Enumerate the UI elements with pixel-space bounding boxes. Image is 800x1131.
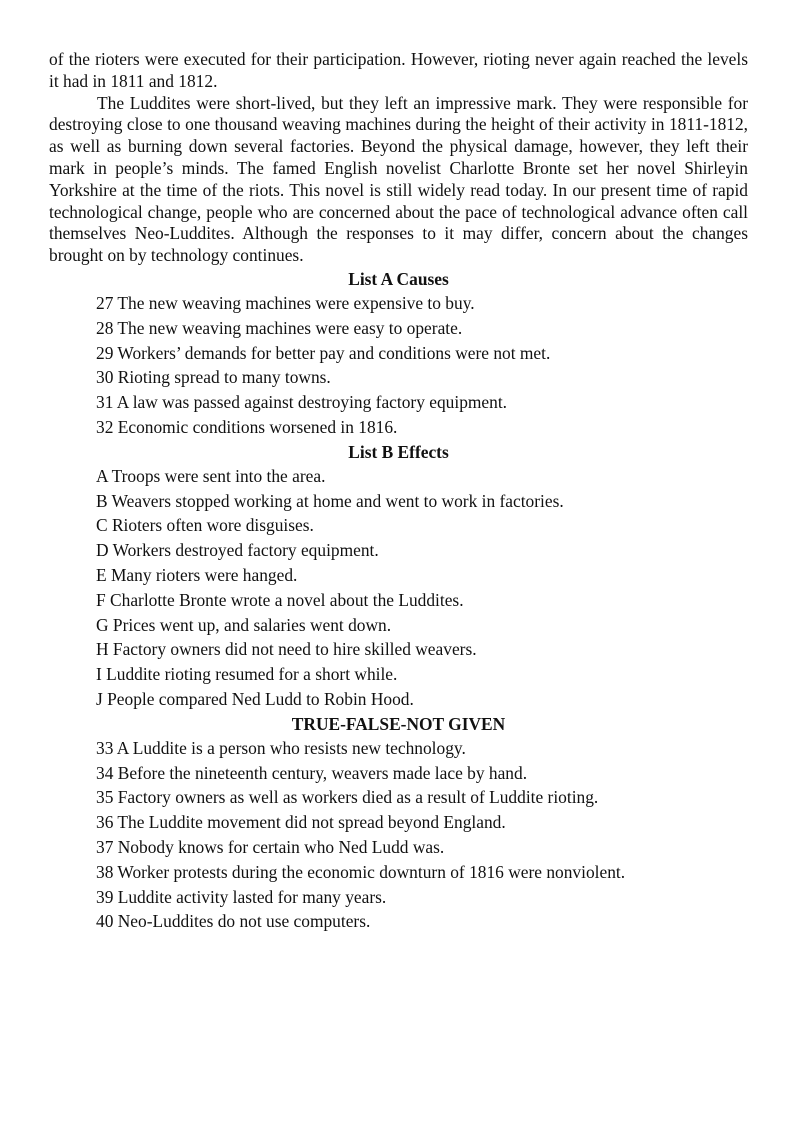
list-item: 38 Worker protests during the economic downturn of 1816 were nonviolent. <box>96 861 626 882</box>
list-item: C Rioters often wore disguises. <box>96 515 314 536</box>
list-item: H Factory owners did not need to hire skilled weavers. <box>96 639 477 660</box>
list-item: B Weavers stopped working at home and went to work in factories. <box>96 490 564 511</box>
list-item: 40 Neo-Luddites do not use computers. <box>96 911 371 932</box>
tfng-questions <box>49 736 748 934</box>
list-item: G Prices went up, and salaries went down. <box>96 614 392 635</box>
list-b-effects <box>49 464 748 712</box>
list-item: 30 Rioting spread to many towns. <box>96 367 331 388</box>
list-item: 35 Factory owners as well as workers died as a result of Luddite rioting. <box>96 787 599 808</box>
tfng-heading: TRUE-FALSE-NOT GIVEN <box>291 713 506 734</box>
list-item: J People compared Ned Ludd to Robin Hood. <box>96 688 414 709</box>
list-item: 28 The new weaving machines were easy to operate. <box>96 317 463 338</box>
list-item: A Troops were sent into the area. <box>96 465 326 486</box>
list-item: 37 Nobody knows for certain who Ned Ludd was. <box>96 836 445 857</box>
list-item: D Workers destroyed factory equipment. <box>96 540 379 561</box>
list-item: 29 Workers’ demands for better pay and conditions were not met. <box>96 342 551 363</box>
list-item: E Many rioters were hanged. <box>96 564 298 585</box>
list-item: 27 The new weaving machines were expensive to buy. <box>96 292 475 313</box>
list-item: 34 Before the nineteenth century, weavers made lace by hand. <box>96 762 528 783</box>
list-item: 33 A Luddite is a person who resists new technology. <box>96 737 466 758</box>
paragraph-luddites-legacy: The Luddites were short-lived, but they left an impressive mark. They were responsible for destroying close to one thousand weaving machines during the height of their activity in 1811-1812, as well as burning down several factories. Beyond the physical damage, however, they left their mark in people’s minds. The famed English novelist Charlotte Bronte set her novel Shirleyin Yorkshire at the time of the riots. This novel is still widely read today. In our present time of rapid technological change, people who are concerned about the pace of technological advance often call themselves Neo-Luddites. Although the responses to it may differ, concern about the changes brought on by technology continues. <box>49 92 748 266</box>
list-item: I Luddite rioting resumed for a short while. <box>96 664 398 685</box>
list-item: F Charlotte Bronte wrote a novel about the Luddites. <box>96 589 464 610</box>
list-a-heading: List A Causes <box>348 268 449 289</box>
list-item: 39 Luddite activity lasted for many years. <box>96 886 387 907</box>
paragraph-continuation: of the rioters were executed for their participation. However, rioting never again reached the levels it had in 1811 and 1812. <box>49 49 748 91</box>
list-item: 31 A law was passed against destroying factory equipment. <box>96 392 508 413</box>
list-a-causes <box>49 291 748 440</box>
list-item: 36 The Luddite movement did not spread beyond England. <box>96 812 506 833</box>
list-item: 32 Economic conditions worsened in 1816. <box>96 416 398 437</box>
list-b-heading: List B Effects <box>348 441 449 462</box>
